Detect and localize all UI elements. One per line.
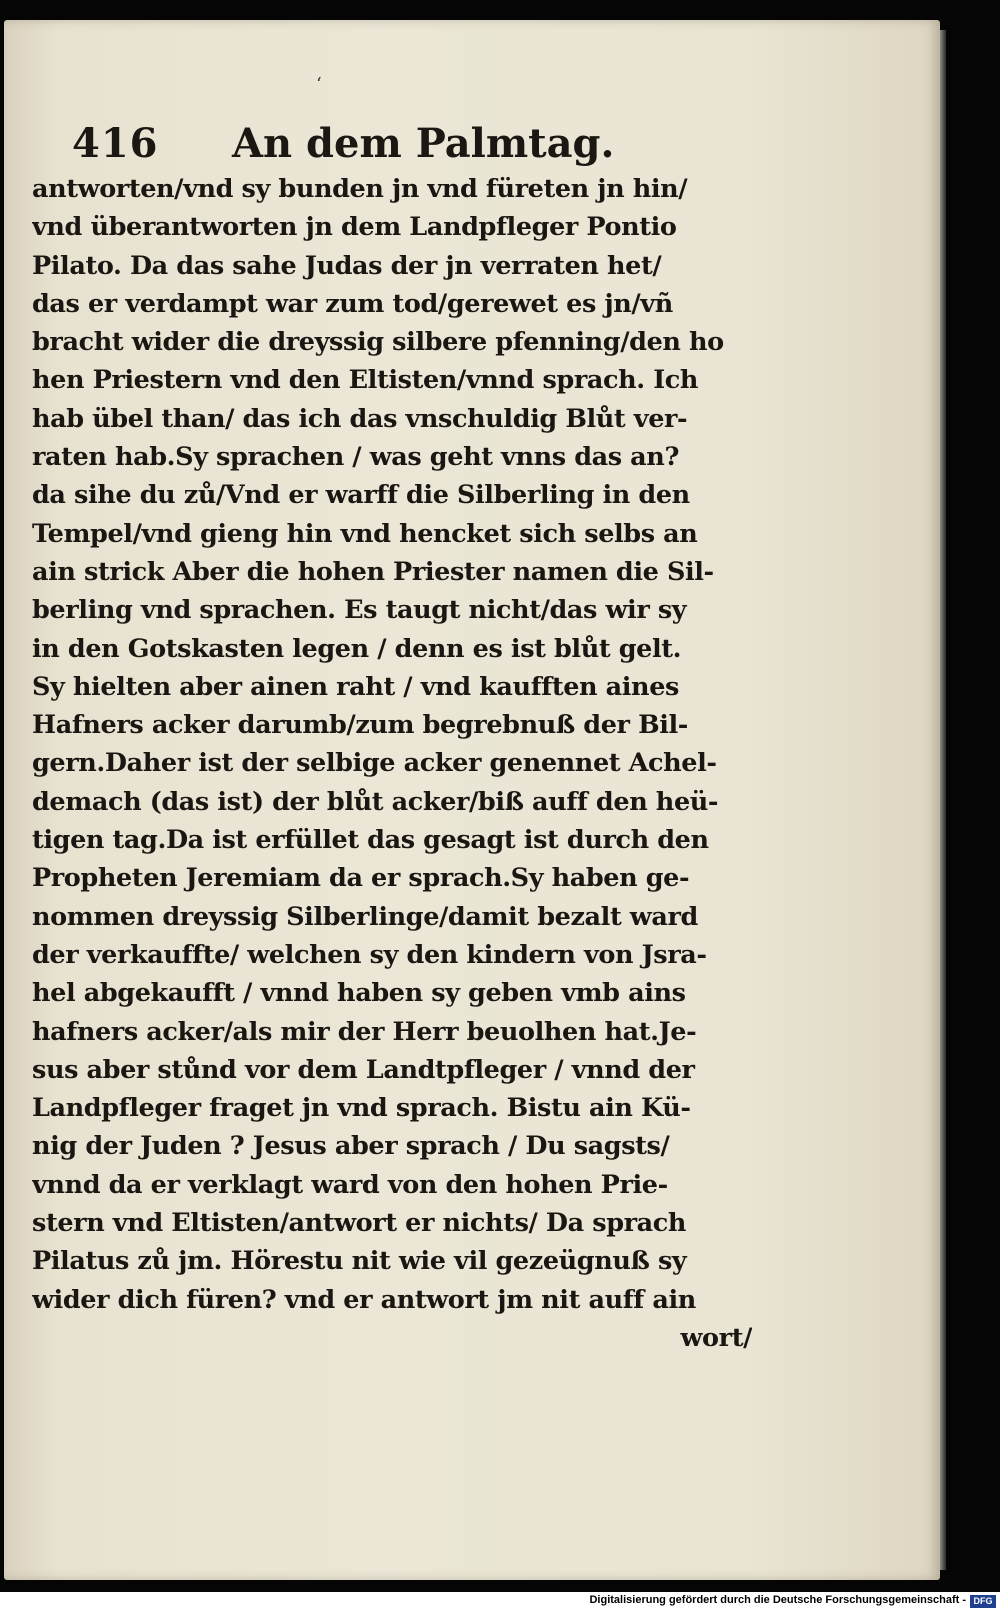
text-line: raten hab.Sy sprachen / was geht vnns das an? <box>32 442 679 473</box>
text-line: bracht wider die dreyssig silbere pfenning/den ho <box>32 327 724 358</box>
text-line: demach (das ist) der blůt acker/biß auff den heü- <box>32 786 719 817</box>
text-line: da sihe du zů/Vnd er warff die Silberling in den <box>32 480 690 511</box>
text-line: vnd überantworten jn dem Landpfleger Pontio <box>32 212 677 243</box>
text-line: tigen tag.Da ist erfüllet das gesagt ist durch den <box>32 825 709 856</box>
funding-credit: Digitalisierung gefördert durch die Deutsche Forschungsgemeinschaft - <box>589 1594 966 1606</box>
page-number: 416 <box>72 120 159 167</box>
text-line: hab übel than/ das ich das vnschuldig Blůt ver- <box>32 403 688 434</box>
body-text <box>32 170 752 1357</box>
text-line: nommen dreyssig Silberlinge/damit bezalt ward <box>32 901 698 932</box>
text-line: der verkauffte/ welchen sy den kindern von Jsra- <box>32 939 707 970</box>
text-line: sus aber stůnd vor dem Landtpfleger / vnnd der <box>32 1054 695 1085</box>
text-line: hel abgekaufft / vnnd haben sy geben vmb ains <box>32 978 686 1009</box>
text-line: Hafners acker darumb/zum begrebnuß der Bil- <box>32 710 688 741</box>
text-line: vnnd da er verklagt ward von den hohen Prie- <box>32 1169 668 1200</box>
text-line: antworten/vnd sy bunden jn vnd füreten jn hin/ <box>32 174 688 204</box>
text-line: nig der Juden ? Jesus aber sprach / Du sagsts/ <box>32 1131 670 1162</box>
text-line: hen Priestern vnd den Eltisten/vnnd sprach. Ich <box>32 365 699 396</box>
text-line: in den Gotskasten legen / denn es ist blůt gelt. <box>32 633 682 664</box>
text-line: Tempel/vnd gieng hin vnd hencket sich selbs an <box>32 518 698 549</box>
dfg-logo-icon: DFG <box>970 1595 996 1608</box>
running-title: An dem Palmtag. <box>232 120 615 167</box>
text-line: wider dich füren? vnd er antwort jm nit auff ain <box>32 1284 696 1315</box>
text-line: hafners acker/als mir der Herr beuolhen hat.Je- <box>32 1016 697 1047</box>
text-line: Propheten Jeremiam da er sprach.Sy haben ge- <box>32 863 690 894</box>
text-line: ain strick Aber die hohen Priester namen die Sil- <box>32 556 714 587</box>
page-edge-shadow <box>940 30 946 1570</box>
text-line: Pilatus zů jm. Hörestu nit wie vil gezeügnuß sy <box>32 1246 687 1277</box>
ink-mark: ʻ <box>316 74 322 95</box>
text-line: berling vnd sprachen. Es taugt nicht/das wir sy <box>32 595 687 626</box>
catchword: wort/ <box>680 1322 752 1353</box>
text-line: stern vnd Eltisten/antwort er nichts/ Da sprach <box>32 1208 687 1239</box>
text-line: das er verdampt war zum tod/gerewet es jn/vñ <box>32 288 673 319</box>
text-line: gern.Daher ist der selbige acker genennet Achel- <box>32 748 717 779</box>
text-line: Sy hielten aber ainen raht / vnd kaufften aines <box>32 671 679 702</box>
text-line: Pilato. Da das sahe Judas der jn verraten het/ <box>32 250 662 281</box>
text-line: Landpfleger fraget jn vnd sprach. Bistu ain Kü- <box>32 1093 691 1124</box>
